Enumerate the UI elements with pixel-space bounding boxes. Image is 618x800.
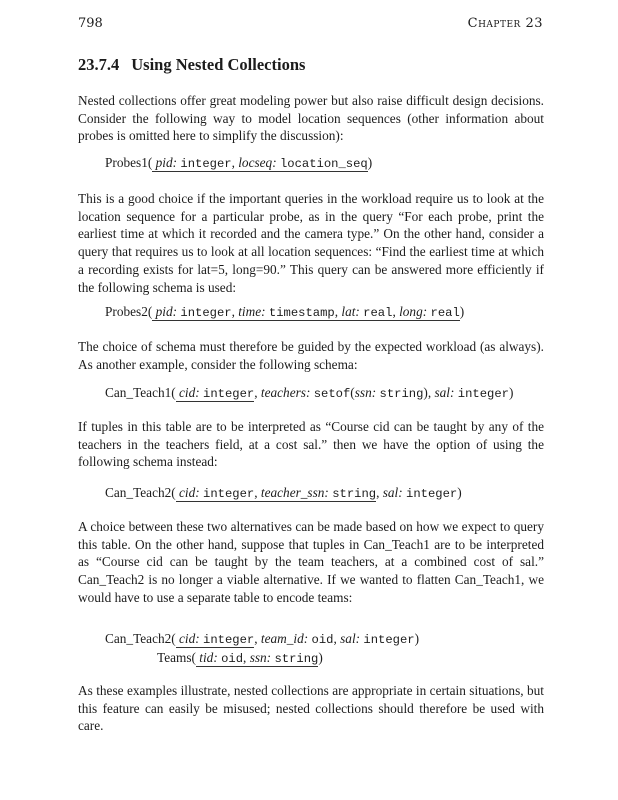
field-name: ssn: bbox=[354, 385, 377, 400]
schema-canteach2-a: Can_Teach2( cid: integer, teacher_ssn: string, sal: integer) bbox=[105, 485, 462, 501]
field-type: integer bbox=[406, 487, 458, 501]
page-number: 798 bbox=[78, 16, 103, 31]
field-type: integer bbox=[363, 633, 415, 647]
field-name: sal: bbox=[434, 385, 455, 400]
field-type: setof bbox=[313, 387, 351, 401]
section-title-text: Using Nested Collections bbox=[131, 55, 306, 74]
field-type: real bbox=[430, 306, 460, 320]
schema-probes1: Probes1( pid: integer, locseq: location_seq) bbox=[105, 155, 373, 171]
field-name: cid: bbox=[179, 485, 200, 500]
field-name: cid: bbox=[179, 385, 200, 400]
schema-canteach1: Can_Teach1( cid: integer, teachers: setof(ssn: string), sal: integer) bbox=[105, 385, 514, 401]
schema-name: Can_Teach2 bbox=[105, 485, 172, 500]
field-type: real bbox=[363, 306, 393, 320]
schema-name: Teams bbox=[157, 650, 192, 665]
paragraph-3: The choice of schema must therefore be guided by the expected workload (as always). As another example, consider the following schema: bbox=[78, 339, 544, 372]
schema-name: Probes2 bbox=[105, 304, 148, 319]
schema-name: Can_Teach1 bbox=[105, 385, 172, 400]
field-name: team_id: bbox=[260, 631, 309, 646]
field-type: timestamp bbox=[268, 306, 335, 320]
field-name: locseq: bbox=[238, 155, 277, 170]
section-title bbox=[78, 55, 305, 75]
paragraph-4: If tuples in this table are to be interpreted as “Course cid can be taught by any of the teachers in the teachers field, at a cost sal.” then we have the option of using the following schema instead: bbox=[78, 419, 544, 470]
paragraph-1: Nested collections offer great modeling power but also raise difficult design decisions. Consider the following way to model location sequences (other information about probes is omitted here to simplify the discussion): bbox=[78, 93, 544, 144]
paragraph-5: A choice between these two alternatives can be made based on how we expect to query this table. On the other hand, suppose that tuples in Can_Teach1 are to be interpreted as “Course cid can be taught by the team teachers, at a combined cost of sal.” Can_Teach2 is no longer a viable alternative. If we wanted to flatten Can_Teach1, we would have to use a separate table to encode teams: bbox=[78, 519, 544, 605]
paragraph-6: As these examples illustrate, nested collections are appropriate in certain situations, but this feature can easily be misused; nested collections should therefore be used with care. bbox=[78, 683, 544, 734]
schema-canteach2-b: Can_Teach2( cid: integer, team_id: oid, sal: integer) bbox=[105, 631, 420, 647]
field-name: ssn: bbox=[249, 650, 272, 665]
field-name: sal: bbox=[340, 631, 361, 646]
schema-name: Probes1 bbox=[105, 155, 148, 170]
field-name: pid: bbox=[155, 155, 178, 170]
field-name: teacher_ssn: bbox=[260, 485, 329, 500]
field-type: integer bbox=[180, 306, 232, 320]
field-type: string bbox=[379, 387, 424, 401]
field-type: integer bbox=[203, 633, 255, 647]
field-name: time: bbox=[238, 304, 266, 319]
chapter-heading: Chapter 23 bbox=[467, 16, 543, 31]
field-type: integer bbox=[203, 487, 255, 501]
field-name: lat: bbox=[341, 304, 360, 319]
field-name: cid: bbox=[179, 631, 200, 646]
schema-name: Can_Teach2 bbox=[105, 631, 172, 646]
field-name: tid: bbox=[199, 650, 218, 665]
field-type: location_seq bbox=[279, 157, 368, 171]
field-type: integer bbox=[180, 157, 232, 171]
schema-probes2: Probes2( pid: integer, time: timestamp, lat: real, long: real) bbox=[105, 304, 465, 320]
field-type: integer bbox=[203, 387, 255, 401]
field-type: oid bbox=[311, 633, 334, 647]
paragraph-2: This is a good choice if the important queries in the workload require us to look at the location sequence for a particular probe, as in the query “For each probe, print the earliest time at which it recorded and the camera type.” On the other hand, consider a query that requires us to look at all location sequences: “Find the earliest time at which a recording exists for lat=5, long=90.” This query can be answered more efficiently if the following schema is used: bbox=[78, 191, 544, 295]
field-type: integer bbox=[457, 387, 509, 401]
section-number: 23.7.4 bbox=[78, 55, 120, 74]
field-name: long: bbox=[399, 304, 428, 319]
field-type: string bbox=[332, 487, 377, 501]
schema-teams: Teams( tid: oid, ssn: string) bbox=[157, 650, 323, 666]
field-type: string bbox=[274, 652, 319, 666]
field-name: teachers: bbox=[260, 385, 311, 400]
field-name: pid: bbox=[155, 304, 178, 319]
field-type: oid bbox=[221, 652, 244, 666]
field-name: sal: bbox=[382, 485, 403, 500]
